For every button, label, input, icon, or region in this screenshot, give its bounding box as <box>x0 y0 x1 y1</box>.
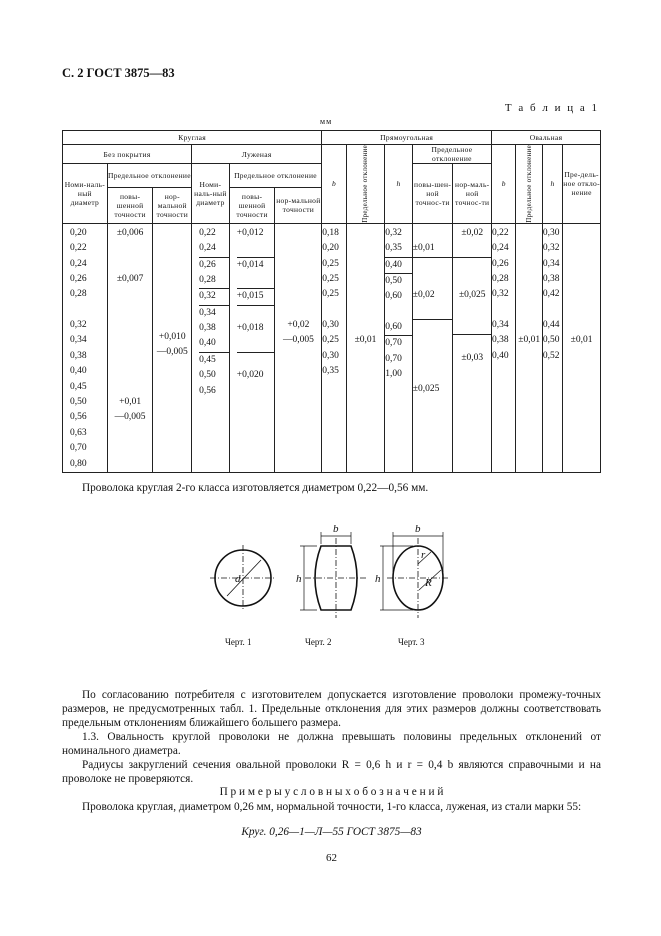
table-cell: 0,24 <box>492 243 509 254</box>
page-number: 62 <box>326 852 337 864</box>
table-cell: ±0,01 <box>413 241 453 257</box>
table-cell: 0,26 <box>492 258 509 269</box>
table-cell <box>322 303 345 318</box>
group-rect: Прямоугольная <box>322 131 492 145</box>
rect-b-header: b <box>322 145 346 224</box>
bare-diameter-col <box>63 223 108 472</box>
table-cell: 0,50 <box>199 370 216 381</box>
table-cell: 0,60 <box>385 291 402 302</box>
table-cell: 0,25 <box>322 289 339 300</box>
rect-dev-header: Предельное отклонение <box>346 145 385 224</box>
oval-b-col <box>492 223 516 472</box>
examples-title: П р и м е р ы у с л о в н ы х о б о з н а ч е н и й <box>219 786 444 798</box>
table-cell: 0,63 <box>70 427 87 438</box>
table-caption: Т а б л и ц а 1 <box>504 102 599 114</box>
oval-h-col <box>542 223 562 472</box>
tin-diameter-header: Номи-наль-ный диаметр <box>192 164 230 224</box>
table-cell: 0,42 <box>542 289 560 300</box>
bare-normal-col <box>153 223 192 472</box>
rect-h-col <box>385 223 412 472</box>
table-cell: ±0,01 <box>570 335 593 346</box>
table-cell: ±0,006 <box>116 227 144 238</box>
table-cell: 0,38 <box>199 323 216 334</box>
table-cell <box>385 305 411 320</box>
table-cell: 0,35 <box>322 366 339 377</box>
table-cell: 0,34 <box>492 320 509 331</box>
table-cell: 0,28 <box>199 273 229 289</box>
table-cell <box>543 303 562 318</box>
fig1-d-label: d <box>235 573 241 585</box>
table-cell: ±0,01 <box>518 335 541 346</box>
fig3-b-label: b <box>415 523 421 535</box>
tin-limit-header: Предельное отклонение <box>229 164 322 188</box>
subgroup-tinned: Луженая <box>192 145 322 164</box>
table-cell: —0,005 <box>282 335 314 346</box>
table-cell: 0,30 <box>322 320 339 331</box>
fig3-h-label: h <box>375 573 381 585</box>
fig2-b-label: b <box>333 523 339 535</box>
table-cell: 0,20 <box>322 243 339 254</box>
table-cell: 0,56 <box>70 412 87 423</box>
table-cell: 0,40 <box>199 336 229 352</box>
oval-limit-col <box>563 223 601 472</box>
figures <box>205 522 475 657</box>
table-cell: 0,45 <box>199 354 216 365</box>
fig2-caption: Черт. 2 <box>305 637 332 647</box>
table-cell: 0,32 <box>385 227 402 238</box>
table-cell: ±0,02 <box>412 290 435 301</box>
table-cell: 0,56 <box>199 385 216 396</box>
table-cell: 0,60 <box>385 320 411 336</box>
table-cell: 0,32 <box>199 289 229 305</box>
table-cell <box>492 303 515 318</box>
table-cell: +0,01 <box>119 397 142 408</box>
oval-h-header: h <box>542 145 562 224</box>
rect-normal-col <box>453 223 492 472</box>
bare-limit-header: Предельное отклонение <box>107 164 191 188</box>
rect-b-col <box>322 223 346 472</box>
table-cell: +0,010 <box>158 332 186 343</box>
table-cell: 0,20 <box>70 227 87 238</box>
table-cell <box>70 303 107 318</box>
table-cell: 0,30 <box>322 350 339 361</box>
table-cell: ±0,01 <box>354 335 377 346</box>
tin-increased-header: повы-шенной точности <box>229 187 275 223</box>
table-cell: 0,32 <box>70 320 87 331</box>
rect-increased-col <box>412 223 453 472</box>
bare-increased-col <box>107 223 153 472</box>
table-cell: 0,26 <box>199 259 216 270</box>
table-cell: 0,25 <box>322 273 339 284</box>
table-cell: 0,28 <box>70 289 87 300</box>
table-cell: 0,45 <box>70 381 87 392</box>
table-cell: 0,22 <box>199 227 216 238</box>
table-cell: 0,30 <box>542 227 560 238</box>
table-cell: +0,02 <box>287 320 310 331</box>
table-cell: 0,40 <box>492 350 509 361</box>
table-cell: 0,40 <box>70 366 87 377</box>
table-cell: 0,32 <box>542 243 560 254</box>
unit-label: мм <box>320 117 333 126</box>
table-cell: ±0,007 <box>116 273 144 284</box>
table-cell: 0,25 <box>322 258 339 269</box>
bare-normal-header: нор-мальной точности <box>153 187 192 223</box>
table-cell: 0,38 <box>492 335 509 346</box>
group-oval: Овальная <box>492 131 601 145</box>
tin-diameter-col <box>192 223 230 472</box>
table-cell: ±0,02 <box>461 227 484 238</box>
table-cell: 0,38 <box>542 273 560 284</box>
table-cell: 0,22 <box>70 243 87 254</box>
table-cell: +0,014 <box>236 259 264 270</box>
tin-increased-col <box>229 223 275 472</box>
rect-dev-col <box>346 223 385 472</box>
oval-dev-header: Предельное отклонение <box>516 145 542 224</box>
table-cell: 0,52 <box>542 350 560 361</box>
table-cell: 0,70 <box>385 353 402 364</box>
table-cell: 0,22 <box>492 227 509 238</box>
paragraph-4: Проволока круглая, диаметром 0,26 мм, нормальной точности, 1-го класса, луженая, из стали марки 55: <box>82 801 582 813</box>
table-cell: ±0,03 <box>461 352 484 363</box>
fig1-caption: Черт. 1 <box>225 637 252 647</box>
rect-limit-header: Предельное отклонение <box>412 145 491 164</box>
table-cell: +0,012 <box>236 227 264 238</box>
table-cell: +0,015 <box>237 289 275 305</box>
paragraph-2: 1.3. Овальность круглой проволоки не должна превышать половины предельных отклонений от номинального диаметра. <box>62 731 601 757</box>
table-cell: 0,28 <box>492 273 509 284</box>
table-cell: 0,70 <box>70 443 87 454</box>
table-cell: ±0,025 <box>458 290 486 301</box>
designation: Круг. 0,26—1—Л—55 ГОСТ 3875—83 <box>241 826 422 838</box>
table-cell: 0,50 <box>542 335 560 346</box>
table-cell: 0,80 <box>70 458 87 469</box>
rect-increased-header: повы-шен-ной точнос-ти <box>412 164 453 224</box>
table-cell: 0,50 <box>385 275 402 286</box>
fig3-r-label: r <box>421 549 426 561</box>
table-cell: 0,34 <box>70 335 87 346</box>
note-class2: Проволока круглая 2-го класса изготовляется диаметром 0,22—0,56 мм. <box>82 482 429 494</box>
oval-limit-header: Пре-дель-ное откло-нение <box>563 145 601 224</box>
bare-increased-header: повы-шенной точности <box>107 187 153 223</box>
tin-normal-header: нор-мальной точности <box>275 187 322 223</box>
table-cell: 0,24 <box>199 241 229 257</box>
table-cell: 0,34 <box>199 307 216 318</box>
oval-b-header: b <box>492 145 516 224</box>
rect-normal-header: нор-маль-ной точнос-ти <box>453 164 492 224</box>
table-cell: 0,32 <box>492 289 509 300</box>
table-cell: —0,005 <box>114 412 146 423</box>
fig3-R-label: R <box>425 577 432 589</box>
paragraph-1: По согласованию потребителя с изготовителем допускается изготовление проволоки промежу-точных размеров, не предусмотренных табл. 1. Предельные отклонения для этих размеров должны соответствовать предельным отклонениям ближайшего большего размера. <box>62 689 601 729</box>
tin-normal-col <box>275 223 322 472</box>
page-header: С. 2 ГОСТ 3875—83 <box>62 66 175 80</box>
oval-dev-col <box>516 223 542 472</box>
subgroup-bare: Без покрытия <box>63 145 192 164</box>
table-cell: 0,70 <box>385 338 402 349</box>
table-cell: 0,18 <box>322 227 339 238</box>
table-cell: 0,26 <box>70 273 87 284</box>
table-cell: —0,005 <box>156 347 188 358</box>
table-cell: 0,50 <box>70 397 87 408</box>
table-cell: 0,24 <box>70 258 87 269</box>
paragraph-3: Радиусы закруглений сечения овальной проволоки R = 0,6 h и r = 0,4 b являются справочными и на проволоке не проверяются. <box>62 759 601 785</box>
table-cell: 0,25 <box>322 335 339 346</box>
table-cell: ±0,025 <box>412 383 440 394</box>
table-cell: 0,34 <box>542 258 560 269</box>
fig2-h-label: h <box>296 573 302 585</box>
table-cell: +0,018 <box>236 323 264 334</box>
fig3-caption: Черт. 3 <box>398 637 425 647</box>
table-cell: +0,020 <box>236 370 264 381</box>
table-cell: 0,44 <box>542 320 560 331</box>
group-round: Круглая <box>63 131 322 145</box>
bare-diameter-header: Номи-наль-ный диаметр <box>63 164 108 224</box>
table-cell: 0,35 <box>385 241 411 257</box>
table-cell: 0,40 <box>385 258 411 274</box>
table-cell: 1,00 <box>385 369 402 380</box>
rect-h-header: h <box>385 145 412 224</box>
dimensions-table <box>62 130 601 473</box>
table-cell: 0,38 <box>70 350 87 361</box>
